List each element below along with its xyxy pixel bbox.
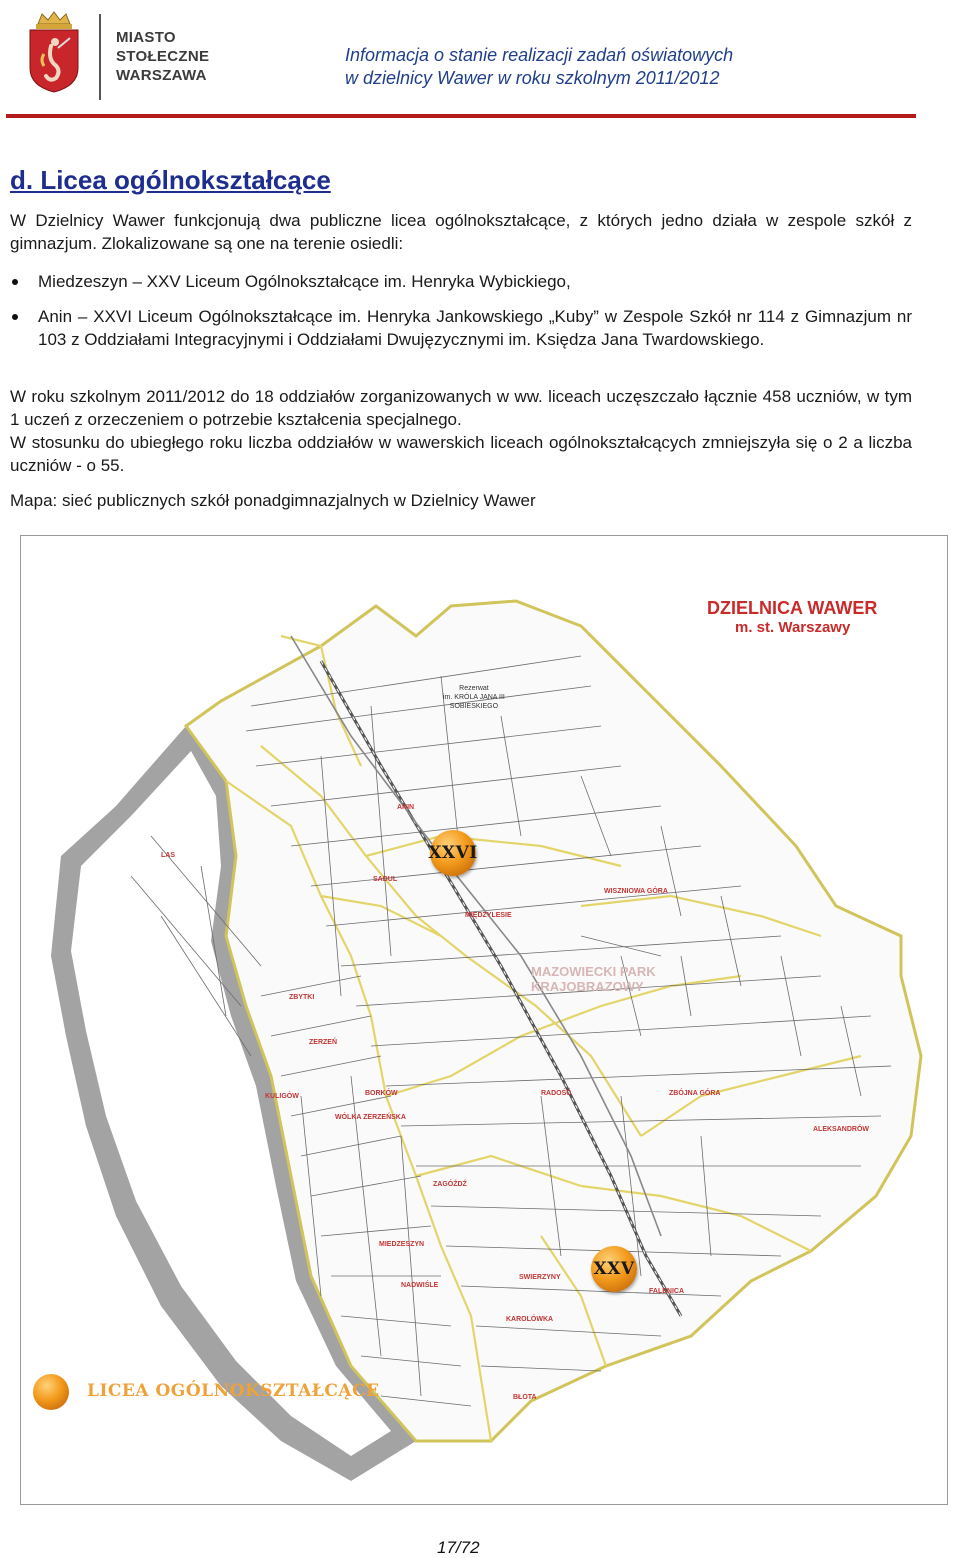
- district-label: SADUL: [373, 876, 398, 883]
- legend-label: LICEA OGÓLNOKSZTAŁCĄCE: [87, 1381, 380, 1401]
- page-header: [0, 0, 960, 120]
- district-label: NADWIŚLE: [401, 1282, 439, 1289]
- report-title: [345, 44, 785, 90]
- reserve-line-3: SOBIESKIEGO: [449, 703, 499, 710]
- district-label: FALENICA: [649, 1288, 684, 1295]
- bullet-dot-icon: [12, 279, 18, 285]
- park-line-1: MAZOWIECKI PARK: [531, 964, 656, 979]
- section-title: d. Licea ogólnokształcące: [10, 165, 331, 195]
- district-label: LAS: [161, 852, 175, 859]
- map-caption: Mapa: sieć publicznych szkół ponadgimnazjalnych w Dzielnicy Wawer: [10, 491, 536, 510]
- school-marker-xxv[interactable]: [591, 1246, 637, 1292]
- district-label: ZAGÓŹDŹ: [433, 1181, 467, 1188]
- page-number: 17/72: [437, 1538, 480, 1557]
- logo-line-3: WARSZAWA: [116, 67, 207, 84]
- district-label: WÓLKA ZERZEŃSKA: [335, 1114, 406, 1121]
- intro-paragraph: W Dzielnicy Wawer funkcjonują dwa publiczne licea ogólnokształcące, z których jedno działa w zespole szkół z gimnazjum. Zlokalizowane są one na terenie osiedli:: [10, 211, 912, 253]
- district-map-drawing: [21, 536, 947, 1504]
- district-label: ZBYTKI: [289, 994, 315, 1001]
- district-label: MIĘDZYLESIE: [465, 912, 512, 919]
- school-marker-label: XXVI: [428, 843, 478, 863]
- district-label: ANIN: [397, 804, 415, 811]
- report-title-line-1: Informacja o stanie realizacji zadań oświatowych: [345, 45, 734, 65]
- district-map: [20, 535, 948, 1505]
- bullet-text: Miedzeszyn – XXV Liceum Ogólnokształcące im. Henryka Wybickiego,: [38, 272, 571, 291]
- park-line-2: KRAJOBRAZOWY: [531, 979, 644, 994]
- district-label: SWIERZYNY: [519, 1274, 561, 1281]
- comparison-paragraph: W stosunku do ubiegłego roku liczba oddziałów w wawerskich liceach ogólnokształcących zmniejszyła się o 2 a liczba uczniów - o 55.: [10, 433, 912, 475]
- logo-line-1: MIASTO: [116, 29, 176, 46]
- district-label: KULIGÓW: [265, 1093, 299, 1100]
- reserve-label: [443, 684, 505, 711]
- logo-divider: [99, 14, 101, 100]
- bullet-text: Anin – XXVI Liceum Ogólnokształcące im. Henryka Jankowskiego „Kuby” w Zespole Szkół nr 114 z Gimnazjum nr 103 z Oddziałami Integracyjnymi i Oddziałami Dwujęzycznymi im. Księdza Jana Twardowskiego.: [38, 307, 912, 349]
- park-label: [531, 964, 656, 994]
- logo-line-2: STOŁECZNE: [116, 48, 210, 65]
- district-label: WISZNIOWA GÓRA: [604, 888, 668, 895]
- warsaw-mermaid-crest-icon: [24, 10, 84, 94]
- legend-marker-icon: [33, 1374, 69, 1410]
- report-title-line-2: w dzielnicy Wawer w roku szkolnym 2011/2012: [345, 68, 720, 88]
- district-label: ZERZEŃ: [309, 1039, 337, 1046]
- bullet-dot-icon: [12, 314, 18, 320]
- district-label: ZBÓJNA GÓRA: [669, 1090, 721, 1097]
- reserve-line-2: im. KRÓLA JANA III: [443, 694, 505, 701]
- school-marker-xxvi[interactable]: [430, 830, 476, 876]
- map-title: DZIELNICA WAWER: [707, 598, 878, 618]
- school-marker-label: XXV: [593, 1259, 635, 1279]
- district-label: RADOŚĆ: [541, 1090, 572, 1097]
- city-logo-text: [116, 28, 209, 85]
- district-label: MIEDZESZYN: [379, 1241, 425, 1248]
- header-divider: [6, 114, 916, 118]
- district-label: BORKÓW: [365, 1090, 398, 1097]
- statistics-paragraph: W roku szkolnym 2011/2012 do 18 oddziałów zorganizowanych w ww. liceach uczęszczało łącznie 458 uczniów, w tym 1 uczeń z orzeczeniem o potrzebie kształcenia specjalnego.: [10, 387, 912, 429]
- reserve-line-1: Rezerwat: [459, 685, 489, 692]
- district-label: BŁOTA: [513, 1394, 537, 1401]
- district-label: KAROLÓWKA: [506, 1316, 554, 1323]
- district-label: ALEKSANDRÓW: [813, 1126, 869, 1133]
- map-subtitle: m. st. Warszawy: [735, 619, 851, 636]
